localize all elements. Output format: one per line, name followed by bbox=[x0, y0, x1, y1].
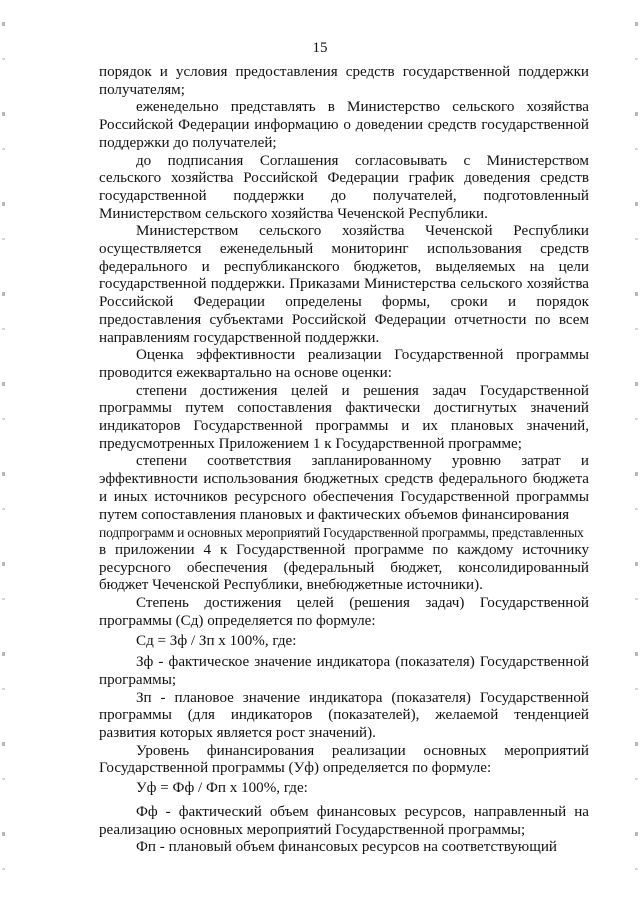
formula-line: Сд = Зф / Зп х 100%, где: bbox=[136, 632, 297, 649]
paragraph: Степень достижения целей (решения задач) Государственной программы (Сд) определяется по формуле: bbox=[99, 595, 589, 629]
paragraph: Министерством сельского хозяйства Чеченской Республики осуществляется еженедельный мониторинг использования средств федерального и республиканского бюджетов, выделяемых на цели государственной поддержки. Приказами Министерства сельского хозяйства Российской Федерации определены формы, сроки и порядок предоставления субъектами Российской Федерации отчетности по всем направлениям государственной поддержки. bbox=[99, 223, 589, 346]
paragraph: до подписания Соглашения согласовывать с Министерством сельского хозяйства Российской Федерации график доведения средств государственной поддержки до получателей, подготовленный Министерством сельского хозяйства Чеченской Республики. bbox=[99, 152, 589, 222]
formula-line: Уф = Фф / Фп х 100%, где: bbox=[136, 780, 308, 797]
paragraph: порядок и условия предоставления средств государственной поддержки получателям; bbox=[99, 64, 589, 98]
paragraph-condensed-line: подпрограмм и основных мероприятий Государственной программы, представленных bbox=[99, 525, 584, 541]
paragraph: степени достижения целей и решения задач Государственной программы путем сопоставления фактически достигнутых значений индикаторов Государственной программы и их плановых значений, предусмотренных Приложением 1 к Государственной программе; bbox=[99, 382, 589, 452]
scan-edge-right bbox=[635, 0, 638, 905]
page-number: 15 bbox=[312, 40, 328, 56]
paragraph: еженедельно представлять в Министерство сельского хозяйства Российской Федерации информацию о доведении средств государственной поддержки до получателей; bbox=[99, 99, 589, 151]
paragraph: в приложении 4 к Государственной программе по каждому источнику ресурсного обеспечения (федеральный бюджет, консолидированный бюджет Чеченской Республики, внебюджетные источники). bbox=[99, 541, 589, 594]
paragraph: Оценка эффективности реализации Государственной программы проводится ежеквартально на основе оценки: bbox=[99, 347, 589, 381]
document-body bbox=[99, 64, 589, 857]
paragraph: Уровень финансирования реализации основных мероприятий Государственной программы (Уф) определяется по формуле: bbox=[99, 742, 589, 777]
paragraph: Фф - фактический объем финансовых ресурсов, направленный на реализацию основных мероприятий Государственной программы; bbox=[99, 803, 589, 838]
paragraph: степени соответствия запланированному уровню затрат и эффективности использования бюджетных средств федерального бюджета и иных источников ресурсного обеспечения Государственной программы путем сопоставления плановых и фактических объемов финансирования bbox=[99, 453, 589, 523]
paragraph: Фп - плановый объем финансовых ресурсов на соответствующий bbox=[136, 839, 557, 856]
paragraph: Зф - фактическое значение индикатора (показателя) Государственной программы; bbox=[99, 654, 589, 688]
scan-edge-left bbox=[2, 0, 5, 905]
paragraph: Зп - плановое значение индикатора (показателя) Государственной программы (для индикаторов (показателей), желаемой тенденцией развития которых является рост значений). bbox=[99, 689, 589, 742]
